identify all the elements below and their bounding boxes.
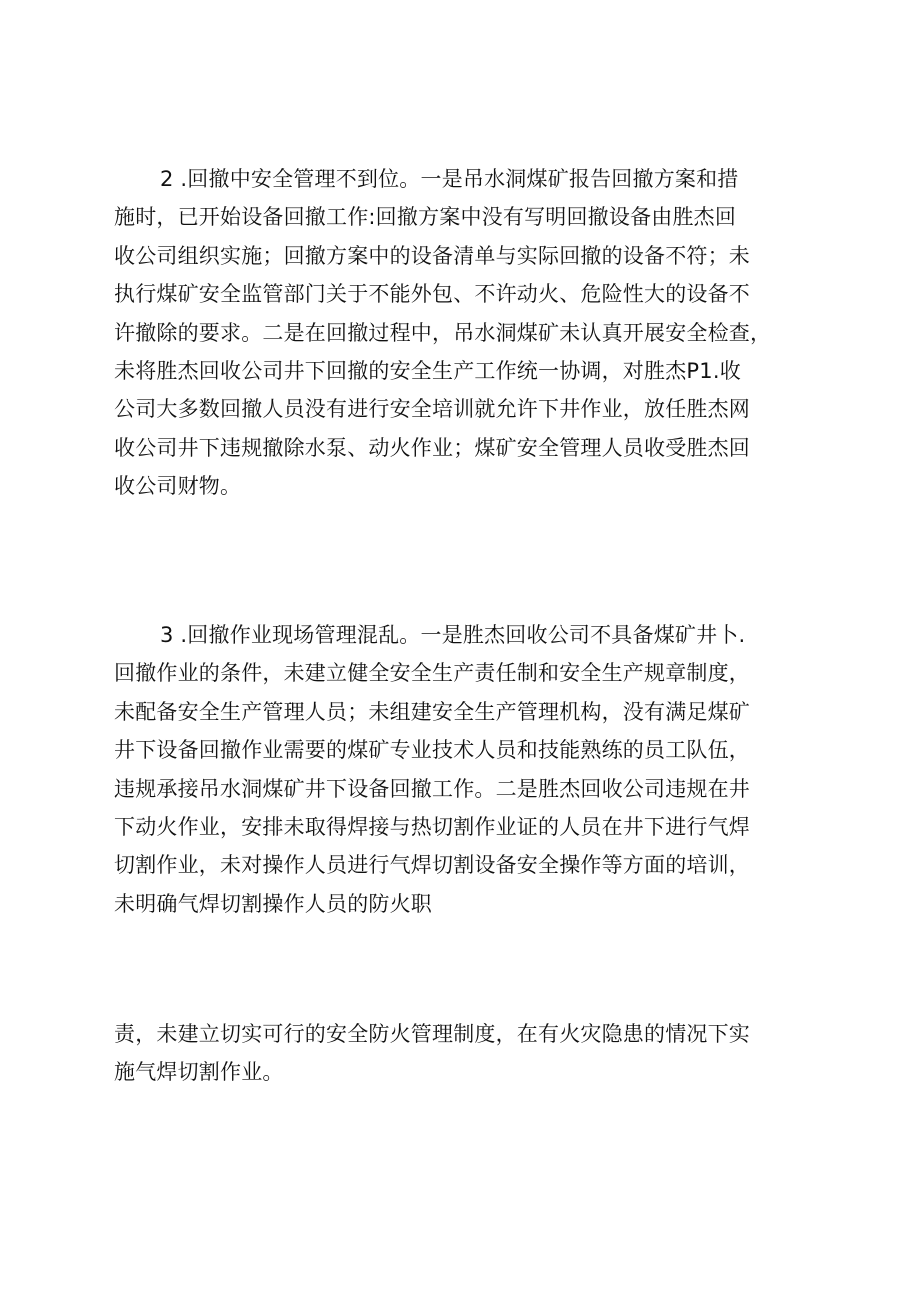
paragraph-line: 许撤除的要求。二是在回撤过程中，吊水洞煤矿未认真开展安全检查，: [114, 320, 772, 345]
paragraph-line: 井下设备回撤作业需要的煤矿专业技术人员和技能熟练的员工队伍，: [114, 738, 750, 763]
paragraph-line: 收公司财物。: [114, 474, 242, 499]
paragraph-line: 执行煤矿安全监管部门关于不能外包、不许动火、危险性大的设备不: [114, 282, 750, 307]
paragraph-line: 未明确气焊切割操作人员的防火职: [114, 891, 432, 916]
paragraph-line: 责，未建立切实可行的安全防火管理制度，在有火灾隐患的情况下实: [114, 1022, 750, 1046]
paragraph-line: 切割作业，未对操作人员进行气焊切割设备安全操作等方面的培训，: [114, 853, 750, 878]
paragraph-line: 未配备安全生产管理人员；未组建安全生产管理机构，没有满足煤矿: [114, 699, 750, 724]
paragraph-line: 回撤作业的条件，未建立健全安全生产责任制和安全生产规章制度，: [114, 661, 750, 686]
paragraph-line: 2 .回撤中安全管理不到位。一是吊水洞煤矿报告回撤方案和措: [160, 167, 739, 191]
paragraph-line: 施时，已开始设备回撤工作:回撤方案中没有写明回撤设备由胜杰回: [114, 205, 737, 230]
paragraph-line: 收公司井下违规撤除水泵、动火作业；煤矿安全管理人员收受胜杰回: [114, 435, 750, 460]
paragraph-line: 未将胜杰回收公司井下回撤的安全生产工作统一协调，对胜杰P1.收: [114, 358, 741, 383]
paragraph-2: [114, 160, 806, 506]
paragraph-3: [114, 616, 806, 923]
paragraph-line: 违规承接吊水洞煤矿井下设备回撤工作。二是胜杰回收公司违规在井: [114, 776, 750, 801]
paragraph-line: 下动火作业，安排未取得焊接与热切割作业证的人员在井下进行气焊: [114, 814, 750, 839]
paragraph-line: 收公司组织实施；回撤方案中的设备清单与实际回撤的设备不符；未: [114, 243, 750, 268]
paragraph-line: 公司大多数回撤人员没有进行安全培训就允许下井作业，放任胜杰网: [114, 397, 750, 422]
paragraph-line: 3 .回撤作业现场管理混乱。一是胜杰回收公司不具备煤矿井卜.: [160, 623, 746, 647]
paragraph-continuation: [114, 1015, 806, 1092]
paragraph-line: 施气焊切割作业。: [114, 1060, 284, 1085]
